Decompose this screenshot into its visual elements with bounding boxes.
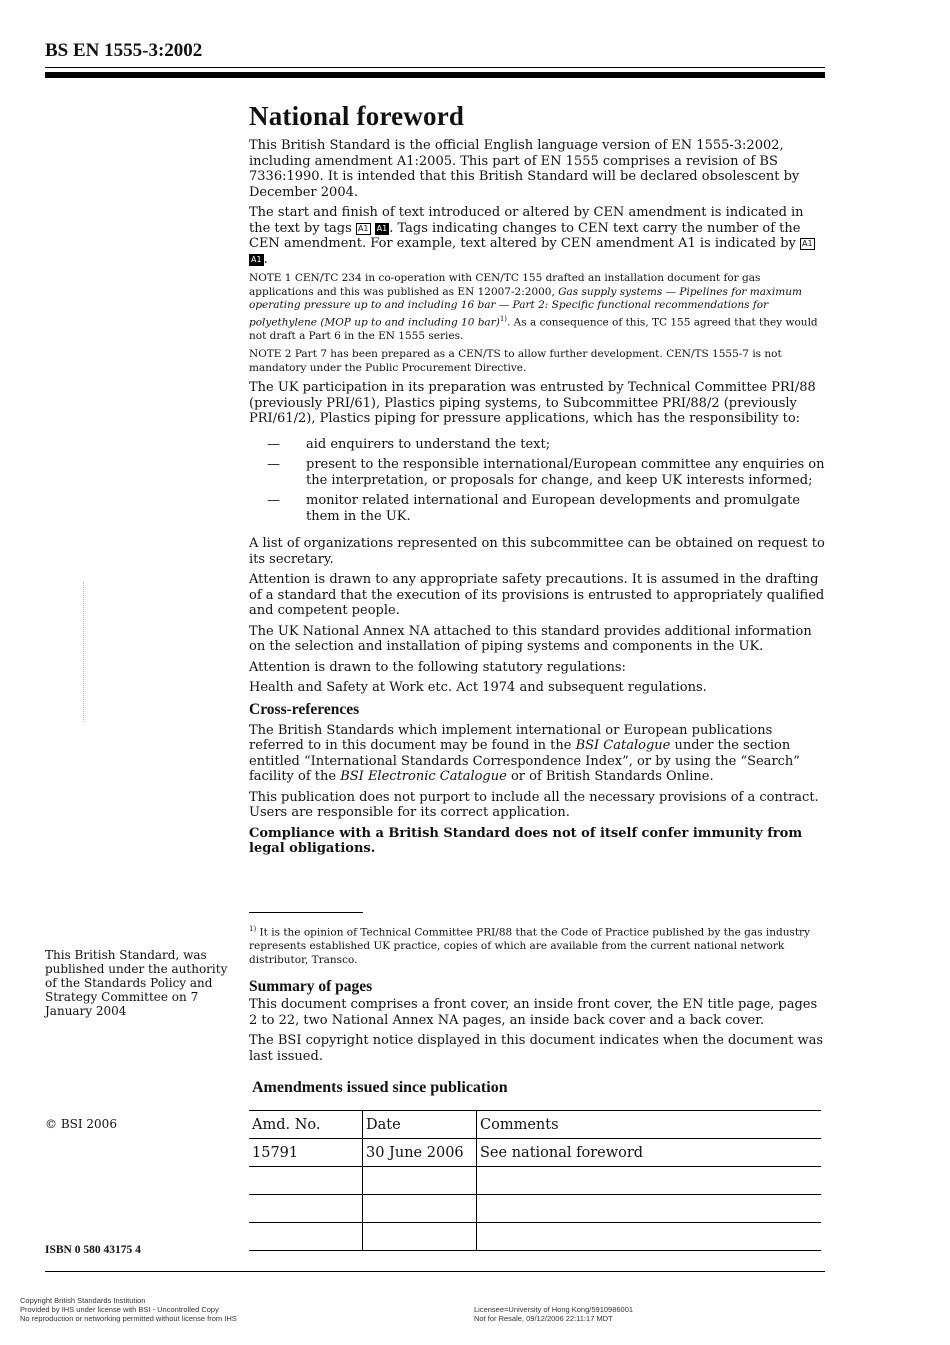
copyright-notice: © BSI 2006 [45, 1117, 117, 1131]
column-header: Amd. No. [249, 1111, 363, 1139]
header-rule-thick [45, 72, 825, 78]
table-row [249, 1195, 821, 1223]
cross-references-heading: Cross-references [249, 700, 360, 718]
foreword-paragraph-2: The start and finish of text introduced or altered by CEN amendment is indicated in the text by tags A1 A1 . Tags indicating changes to CEN text carry the number of the CEN amendment. For example, text altered by CEN amendment A1 is indicated by A1 A1 . [249, 205, 813, 267]
foreword-paragraph-6: The UK National Annex NA attached to this standard provides additional information on the selection and installation of piping systems and components in the UK. [249, 623, 812, 654]
summary-paragraph-1: This document comprises a front cover, an inside front cover, the EN title page, pages 2 to 22, two National Annex NA pages, an inside back cover and a back cover. [249, 997, 818, 1028]
list-dash: — [267, 457, 280, 472]
column-header: Date [363, 1111, 477, 1139]
main-column [249, 100, 825, 862]
table-cell [363, 1195, 477, 1223]
table-row [249, 1167, 821, 1195]
table-cell [363, 1167, 477, 1195]
summary-heading: Summary of pages [249, 978, 373, 995]
foreword-paragraph-3: The UK participation in its preparation was entrusted by Technical Committee PRI/88 (previously PRI/61), Plastics piping systems, to Subcommittee PRI/88/2 (previously PRI/61/2), Plastics piping for pressure applications, which has the responsibility to: [249, 380, 816, 426]
license-footer-right: Licensee=University of Hong Kong/5910986001 Not for Resale, 09/12/2006 22:11:17 MDT [474, 1305, 634, 1323]
amendments-title: Amendments issued since publication [252, 1079, 508, 1096]
amendment-tag-close: A1 [251, 254, 262, 264]
amendments-table [249, 1110, 821, 1251]
foreword-paragraph-8: Health and Safety at Work etc. Act 1974 and subsequent regulations. [249, 680, 707, 695]
table-cell [249, 1223, 363, 1251]
footnote-reference: 1) [499, 314, 507, 323]
isbn: ISBN 0 580 43175 4 [45, 1244, 141, 1256]
table-cell [477, 1195, 822, 1223]
table-cell [363, 1223, 477, 1251]
publication-authority-note: This British Standard, was published under the authority of the Standards Policy and Strategy Committee on 7 January 2004 [45, 948, 228, 1018]
foreword-paragraph-5: Attention is drawn to any appropriate safety precautions. It is assumed in the drafting of a standard that the execution of its provisions is entrusted to appropriately qualified and competent people. [249, 572, 825, 618]
foreword-paragraph-4: A list of organizations represented on this subcommittee can be obtained on request to its secretary. [249, 536, 825, 567]
amendment-tag-open: A1 [802, 239, 813, 248]
note-1: NOTE 1 CEN/TC 234 in co-operation with CEN/TC 155 drafted an installation document for gas applications and this was published as EN 12007-2:2000, Gas supply systems — Pipelines for maximum operating pressure up to and including 16 bar — Part 2: Specific functional recommendations for polyethylene (MOP up to and including 10 bar)$^{1)}$. As a consequence of this, TC 155 agreed that they would not draft a Part 6 in the EN 1555 series. [249, 272, 818, 342]
list-dash: — [267, 436, 280, 452]
amendment-tag-close: A1 [376, 223, 388, 233]
column-header: Comments [477, 1111, 822, 1139]
summary-section [249, 978, 825, 1069]
margin-mark [83, 582, 85, 722]
table-cell [477, 1167, 822, 1195]
table-cell [249, 1195, 363, 1223]
footnote: $^{1)}$ It is the opinion of Technical Committee PRI/88 that the Code of Practice published by the gas industry represents established UK practice, copies of which are available from the current national network distributor, Transco. [249, 925, 811, 966]
list-item: — monitor related international and European developments and promulgate them in the UK. [267, 493, 800, 524]
footnote-rule [249, 912, 363, 913]
table-cell: 15791 [249, 1139, 363, 1167]
list-dash: — [267, 493, 280, 508]
summary-paragraph-2: The BSI copyright notice displayed in this document indicates when the document was last issued. [249, 1033, 824, 1064]
footer-rule [45, 1271, 825, 1272]
footnote-marker: 1) [249, 925, 257, 933]
table-cell: 30 June 2006 [363, 1139, 477, 1167]
license-footer-left: Copyright British Standards Institution Provided by IHS under license with BSI - Uncontrolled Copy No reproduction or networking permitted without license from IHS [20, 1296, 237, 1323]
list-item: — present to the responsible international/European committee any enquiries on the interpretation, or proposals for change, and keep UK interests informed; [267, 457, 825, 488]
contract-paragraph: This publication does not purport to include all the necessary provisions of a contract. Users are responsible for its correct application. [249, 789, 819, 820]
list-item: — aid enquirers to understand the text; [267, 436, 551, 452]
table-row [249, 1223, 821, 1251]
foreword-paragraph-7: Attention is drawn to the following statutory regulations: [249, 659, 626, 675]
amendment-tag-open: A1 [357, 223, 369, 233]
compliance-statement: Compliance with a British Standard does not of itself confer immunity from legal obligations. [249, 825, 803, 856]
foreword-paragraph-1: This British Standard is the official English language version of EN 1555-3:2002, including amendment A1:2005. This part of EN 1555 comprises a revision of BS 7336:1990. It is intended that this British Standard will be declared obsolescent by December 2004. [249, 138, 800, 200]
page-title: National foreword [249, 101, 465, 131]
note-2: NOTE 2 Part 7 has been prepared as a CEN/TS to allow further development. CEN/TS 1555-7 is not mandatory under the Public Procurement Directive. [249, 348, 782, 374]
table-cell [477, 1223, 822, 1251]
document-identifier: BS EN 1555-3:2002 [45, 40, 203, 61]
responsibility-list [249, 437, 825, 525]
cross-references-paragraph: The British Standards which implement international or European publications referred to in this document may be found in the BSI Catalogue under the section entitled “International Standards Correspondence Index”, or by using the “Search” facility of the BSI Electronic Catalogue or of British Standards Online. [249, 722, 800, 784]
table-header-row [249, 1111, 821, 1139]
table-cell [249, 1167, 363, 1195]
header-rule-thin [45, 67, 825, 68]
table-row [249, 1139, 821, 1167]
table-cell: See national foreword [477, 1139, 822, 1167]
